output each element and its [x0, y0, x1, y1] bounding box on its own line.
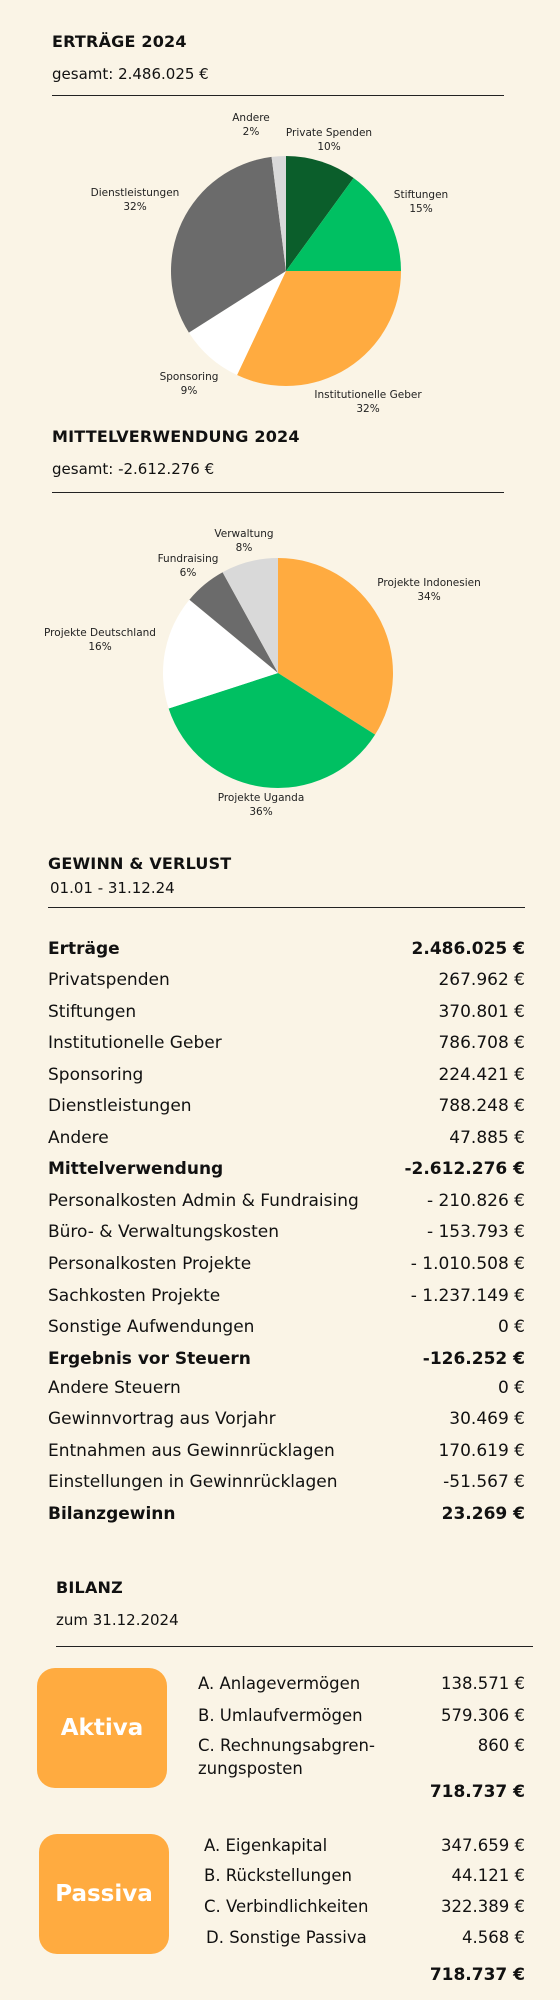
mittelverwendung-title: MITTELVERWENDUNG 2024: [52, 427, 300, 446]
passiva-row: [204, 1895, 525, 1918]
guv-row-value: 2.486.025 €: [411, 939, 525, 959]
slice-label: Sponsoring: [159, 371, 219, 383]
guv-row-value: 788.248 €: [438, 1096, 525, 1116]
guv-row-entnahmen: [48, 1435, 525, 1467]
guv-row-label: Gewinnvortrag aus Vorjahr: [48, 1409, 276, 1429]
guv-row-institutionelle-geber: [48, 1027, 525, 1059]
guv-row-label: Sachkosten Projekte: [48, 1286, 221, 1306]
mittelverwendung-pie-chart: [0, 510, 560, 830]
guv-row-label: Ergebnis vor Steuern: [48, 1349, 251, 1369]
guv-row-dienstleistungen: [48, 1090, 525, 1122]
guv-row-ergebnis-vor-steuern: [48, 1343, 525, 1375]
passiva-row: [204, 1834, 525, 1857]
ertraege-title: ERTRÄGE 2024: [52, 32, 187, 51]
guv-row-label: Sponsoring: [48, 1065, 144, 1085]
guv-row-value: - 1.237.149 €: [410, 1286, 525, 1306]
aktiva-row-value: 860 €: [477, 1736, 525, 1755]
slice-percent-label: 6%: [179, 567, 197, 579]
guv-row-personalkosten-projekte: [48, 1248, 525, 1280]
divider: [52, 492, 504, 493]
guv-row-personalkosten-admin: [48, 1185, 525, 1217]
guv-row-label: Büro- & Verwaltungskosten: [48, 1222, 280, 1242]
slice-label: Projekte Deutschland: [44, 627, 156, 639]
bilanz-date: zum 31.12.2024: [56, 1611, 179, 1629]
guv-row-ertraege: [48, 933, 525, 965]
guv-row-value: 170.619 €: [438, 1441, 525, 1461]
guv-row-label: Einstellungen in Gewinnrücklagen: [48, 1472, 338, 1492]
slice-label: Private Spenden: [285, 127, 373, 139]
slice-label: Fundraising: [157, 553, 219, 565]
bilanz-title: BILANZ: [56, 1578, 123, 1597]
slice-label: Stiftungen: [393, 189, 449, 201]
slice-label: Projekte Uganda: [217, 792, 305, 804]
guv-row-label: Sonstige Aufwendungen: [48, 1317, 255, 1337]
guv-row-andere-steuern: [48, 1372, 525, 1404]
passiva-row-label: B. Rückstellungen: [204, 1866, 353, 1885]
aktiva-badge: Aktiva: [37, 1668, 167, 1788]
guv-title: GEWINN & VERLUST: [48, 854, 232, 873]
aktiva-total: 718.737 €: [429, 1782, 525, 1802]
slice-percent-label: 15%: [409, 203, 433, 215]
guv-row-value: - 210.826 €: [426, 1191, 525, 1211]
ertraege-total: gesamt: 2.486.025 €: [52, 65, 209, 83]
guv-row-value: 786.708 €: [438, 1033, 525, 1053]
passiva-badge: Passiva: [39, 1834, 169, 1954]
slice-percent-label: 32%: [123, 201, 147, 213]
slice-percent-label: 9%: [180, 385, 198, 397]
guv-row-label: Mittelverwendung: [48, 1159, 224, 1179]
guv-row-value: - 153.793 €: [426, 1222, 525, 1242]
guv-row-sonstige-aufwendungen: [48, 1311, 525, 1343]
aktiva-row: [198, 1734, 525, 1780]
guv-row-label: Entnahmen aus Gewinnrücklagen: [48, 1441, 335, 1461]
guv-row-label: Dienstleistungen: [48, 1096, 192, 1116]
passiva-row-value: 322.389 €: [441, 1897, 525, 1916]
guv-row-sachkosten-projekte: [48, 1280, 525, 1312]
divider: [52, 95, 504, 96]
slice-percent-label: 2%: [242, 126, 260, 138]
guv-period: 01.01 - 31.12.24: [50, 879, 175, 897]
slice-label: Dienstleistungen: [90, 187, 180, 199]
guv-row-value: 0 €: [497, 1317, 525, 1337]
slice-label: Verwaltung: [214, 528, 274, 540]
aktiva-row: [198, 1672, 525, 1695]
guv-row-gewinnvortrag: [48, 1403, 525, 1435]
slice-percent-label: 8%: [235, 542, 253, 554]
slice-percent-label: 32%: [356, 403, 380, 415]
passiva-row: [206, 1926, 525, 1949]
aktiva-row-label: A. Anlagevermögen: [198, 1674, 361, 1693]
guv-row-label: Andere: [48, 1128, 109, 1148]
guv-row-value: 30.469 €: [449, 1409, 525, 1429]
passiva-row-value: 44.121 €: [451, 1866, 525, 1885]
passiva-row-label: C. Verbindlichkeiten: [204, 1897, 369, 1916]
slice-percent-label: 10%: [317, 141, 341, 153]
slice-label: Andere: [232, 112, 270, 124]
slice-label: Institutionelle Geber: [314, 389, 422, 401]
passiva-row-label: A. Eigenkapital: [204, 1836, 328, 1855]
divider: [56, 1646, 533, 1647]
aktiva-row-value: 138.571 €: [441, 1674, 525, 1693]
guv-row-verwaltungskosten: [48, 1216, 525, 1248]
guv-row-value: -126.252 €: [422, 1349, 525, 1369]
passiva-row-value: 4.568 €: [462, 1928, 525, 1947]
aktiva-row-value: 579.306 €: [441, 1706, 525, 1725]
guv-row-value: 47.885 €: [449, 1128, 525, 1148]
slice-percent-label: 36%: [249, 806, 273, 818]
guv-row-label: Personalkosten Projekte: [48, 1254, 252, 1274]
guv-row-label: Privatspenden: [48, 970, 170, 990]
guv-row-label: Andere Steuern: [48, 1378, 181, 1398]
guv-row-bilanzgewinn: [48, 1498, 525, 1530]
divider: [48, 907, 525, 908]
guv-row-label: Erträge: [48, 939, 120, 959]
passiva-row: [204, 1864, 525, 1887]
passiva-total: 718.737 €: [429, 1965, 525, 1985]
aktiva-row: [198, 1704, 525, 1727]
aktiva-row-label: B. Umlaufvermögen: [198, 1706, 363, 1725]
guv-row-label: Institutionelle Geber: [48, 1033, 222, 1053]
passiva-row-value: 347.659 €: [441, 1836, 525, 1855]
guv-row-value: 23.269 €: [441, 1504, 525, 1524]
ertraege-pie-chart: [0, 100, 560, 420]
slice-label: Projekte Indonesien: [377, 577, 481, 589]
guv-row-value: 0 €: [497, 1378, 525, 1398]
guv-row-stiftungen: [48, 996, 525, 1028]
guv-row-mittelverwendung: [48, 1153, 525, 1185]
guv-row-sponsoring: [48, 1059, 525, 1091]
guv-row-andere: [48, 1122, 525, 1154]
guv-row-label: Personalkosten Admin & Fundraising: [48, 1191, 359, 1211]
guv-row-value: -51.567 €: [443, 1472, 525, 1492]
aktiva-row-label: C. Rechnungsabgren-zungsposten: [198, 1736, 375, 1778]
guv-row-value: - 1.010.508 €: [410, 1254, 525, 1274]
guv-row-einstellungen: [48, 1466, 525, 1498]
slice-percent-label: 16%: [88, 641, 112, 653]
guv-row-value: 224.421 €: [438, 1065, 525, 1085]
slice-percent-label: 34%: [417, 591, 441, 603]
passiva-row-label: D. Sonstige Passiva: [206, 1928, 367, 1947]
guv-row-value: -2.612.276 €: [404, 1159, 525, 1179]
guv-row-label: Bilanzgewinn: [48, 1504, 176, 1524]
guv-row-privatspenden: [48, 964, 525, 996]
guv-row-value: 370.801 €: [438, 1002, 525, 1022]
mittelverwendung-total: gesamt: -2.612.276 €: [52, 460, 215, 478]
guv-row-value: 267.962 €: [438, 970, 525, 990]
guv-row-label: Stiftungen: [48, 1002, 137, 1022]
